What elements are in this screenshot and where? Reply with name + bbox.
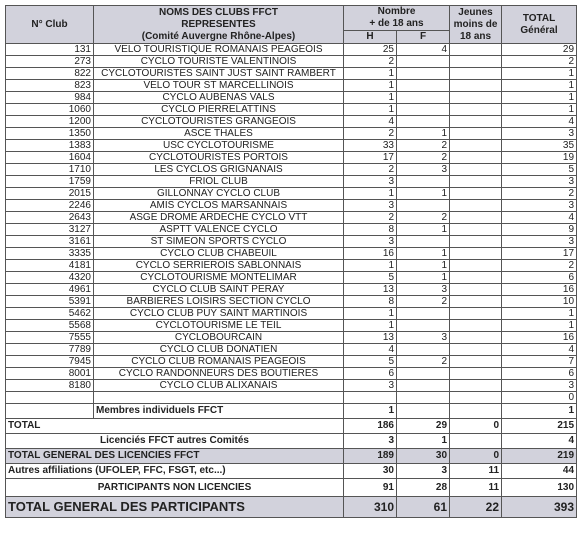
club-h: 1 [344,80,397,92]
club-f [397,236,450,248]
club-total: 29 [502,44,577,56]
club-name: CYCLOTOURISME MONTELIMAR [94,272,344,284]
club-name: CYCLOTOURISTES GRANGEOIS [94,116,344,128]
club-total: 19 [502,152,577,164]
club-f: 2 [397,296,450,308]
club-number: 1759 [6,176,94,188]
grand-licences-j: 0 [450,449,502,464]
table-row [6,200,577,212]
club-name: ASGE DROME ARDECHE CYCLO VTT [94,212,344,224]
club-name: LES CYCLOS GRIGNANAIS [94,164,344,176]
club-number: 822 [6,68,94,80]
total-total: 215 [502,419,577,434]
club-number: 2643 [6,212,94,224]
non-licensed-j: 11 [450,479,502,497]
grand-licences-f: 30 [397,449,450,464]
club-f [397,116,450,128]
table-row [6,248,577,260]
club-number: 5568 [6,320,94,332]
club-f: 2 [397,356,450,368]
club-f: 1 [397,224,450,236]
club-j [450,236,502,248]
table-row [6,236,577,248]
club-f [397,200,450,212]
club-f: 3 [397,284,450,296]
header-adults-line2: + de 18 ans [369,18,424,29]
club-total: 16 [502,332,577,344]
table-row [6,284,577,296]
club-name: CYCLOTOURISTES SAINT JUST SAINT RAMBERT [94,68,344,80]
club-total: 6 [502,368,577,380]
club-f: 1 [397,188,450,200]
table-row [6,92,577,104]
club-name: CYCLO PIERRELATTINS [94,104,344,116]
summary-rows [6,392,577,518]
table-row [6,260,577,272]
total-label: TOTAL [6,419,344,434]
header-names-line2: REPRESENTES [181,18,256,30]
other-committees-label: Licenciés FFCT autres Comités [6,434,344,449]
grand-licences-row [6,449,577,464]
table-row [6,56,577,68]
club-f: 4 [397,44,450,56]
blank-row [6,392,577,404]
club-h: 1 [344,320,397,332]
club-j [450,200,502,212]
club-f: 1 [397,128,450,140]
club-h: 8 [344,296,397,308]
club-f [397,92,450,104]
grand-total-label: TOTAL GENERAL DES PARTICIPANTS [6,497,344,518]
club-number: 5462 [6,308,94,320]
header-h: H [344,31,397,44]
club-number: 2015 [6,188,94,200]
club-total: 2 [502,56,577,68]
club-f [397,344,450,356]
club-total: 7 [502,356,577,368]
club-j [450,188,502,200]
club-total: 1 [502,308,577,320]
club-j [450,296,502,308]
club-name: FRIOL CLUB [94,176,344,188]
club-j [450,260,502,272]
header-club-names [94,6,344,44]
club-total: 4 [502,344,577,356]
club-name: USC CYCLOTOURISME [94,140,344,152]
club-f: 1 [397,260,450,272]
club-f [397,68,450,80]
club-j [450,368,502,380]
club-h: 4 [344,344,397,356]
table-row [6,332,577,344]
other-affiliations-h: 30 [344,464,397,479]
header-names-line3: (Comité Auvergne Rhône-Alpes) [141,30,296,42]
club-j [450,104,502,116]
club-total: 1 [502,80,577,92]
club-total: 5 [502,164,577,176]
club-total: 4 [502,212,577,224]
table-row [6,104,577,116]
club-name: CYCLOTOURISTES PORTOIS [94,152,344,164]
club-number: 273 [6,56,94,68]
table-row [6,44,577,56]
other-committees-f: 1 [397,434,450,449]
club-f: 3 [397,164,450,176]
header-young [450,6,502,44]
club-name: BARBIERES LOISIRS SECTION CYCLO [94,296,344,308]
club-h: 33 [344,140,397,152]
club-h: 3 [344,200,397,212]
other-committees-j [450,434,502,449]
club-j [450,44,502,56]
individual-j [450,404,502,419]
grand-total-h: 310 [344,497,397,518]
club-total: 3 [502,380,577,392]
club-number: 984 [6,92,94,104]
club-j [450,356,502,368]
table-row [6,68,577,80]
club-number: 2246 [6,200,94,212]
grand-total-row [6,497,577,518]
club-total: 2 [502,188,577,200]
club-total: 16 [502,284,577,296]
club-total: 9 [502,224,577,236]
club-f [397,176,450,188]
header-total-line2: Général [520,24,558,36]
grand-total-f: 61 [397,497,450,518]
club-h: 16 [344,248,397,260]
club-j [450,344,502,356]
club-h: 2 [344,128,397,140]
club-total: 2 [502,260,577,272]
club-j [450,332,502,344]
club-h: 4 [344,116,397,128]
club-j [450,320,502,332]
club-h: 3 [344,236,397,248]
header-adults-line1: Nombre [377,6,416,17]
club-total: 1 [502,92,577,104]
club-number: 5391 [6,296,94,308]
club-name: VELO TOURISTIQUE ROMANAIS PEAGEOIS [94,44,344,56]
header-names-line1: NOMS DES CLUBS FFCT [159,6,278,18]
table-row [6,308,577,320]
participants-sheet [5,5,576,518]
grand-licences-total: 219 [502,449,577,464]
total-j: 0 [450,419,502,434]
other-affiliations-total: 44 [502,464,577,479]
club-total: 17 [502,248,577,260]
club-number: 7945 [6,356,94,368]
table-row [6,272,577,284]
table-row [6,296,577,308]
club-number: 4181 [6,260,94,272]
grand-total-j: 22 [450,497,502,518]
club-j [450,248,502,260]
header-young-line2: moins de [453,18,498,30]
club-f: 2 [397,212,450,224]
club-h: 1 [344,68,397,80]
total-row [6,419,577,434]
club-f [397,380,450,392]
header-club-number: N° Club [6,6,94,44]
club-h: 2 [344,56,397,68]
club-f [397,80,450,92]
table-row [6,380,577,392]
club-f [397,368,450,380]
club-number: 1060 [6,104,94,116]
club-h: 17 [344,152,397,164]
club-h: 3 [344,176,397,188]
club-j [450,224,502,236]
other-committees-h: 3 [344,434,397,449]
club-f [397,308,450,320]
club-f: 3 [397,332,450,344]
club-name: GILLONNAY CYCLO CLUB [94,188,344,200]
other-affiliations-f: 3 [397,464,450,479]
club-j [450,140,502,152]
club-number: 3161 [6,236,94,248]
table-row [6,320,577,332]
club-h: 2 [344,212,397,224]
header-young-line3: 18 ans [459,30,492,42]
club-total: 10 [502,296,577,308]
club-h: 3 [344,380,397,392]
table-row [6,140,577,152]
other-affiliations-row [6,464,577,479]
table-row [6,224,577,236]
participants-table [5,5,577,518]
club-rows [6,44,577,392]
club-number: 7789 [6,344,94,356]
table-row [6,128,577,140]
club-total: 3 [502,236,577,248]
club-name: CYCLO CLUB SAINT PERAY [94,284,344,296]
club-j [450,116,502,128]
table-row [6,188,577,200]
individual-row [6,404,577,419]
club-h: 25 [344,44,397,56]
club-name: CYCLO CLUB CHABEUIL [94,248,344,260]
club-total: 1 [502,320,577,332]
club-j [450,380,502,392]
header-total-line1: TOTAL [522,12,556,24]
club-number: 1200 [6,116,94,128]
club-name: ASPTT VALENCE CYCLO [94,224,344,236]
individual-h: 1 [344,404,397,419]
individual-total: 1 [502,404,577,419]
club-h: 1 [344,260,397,272]
club-name: CYCLO CLUB DONATIEN [94,344,344,356]
club-number: 1604 [6,152,94,164]
other-affiliations-label: Autres affiliations (UFOLEP, FFC, FSGT, etc...) [6,464,344,479]
grand-licences-h: 189 [344,449,397,464]
club-total: 4 [502,116,577,128]
club-f: 2 [397,152,450,164]
individual-label: Membres individuels FFCT [94,404,344,419]
club-j [450,284,502,296]
club-f [397,104,450,116]
club-h: 13 [344,332,397,344]
club-name: CYCLO TOURISTE VALENTINOIS [94,56,344,68]
club-j [450,92,502,104]
table-row [6,212,577,224]
club-j [450,272,502,284]
club-h: 5 [344,356,397,368]
club-f: 2 [397,140,450,152]
non-licensed-total: 130 [502,479,577,497]
club-name: ST SIMEON SPORTS CYCLO [94,236,344,248]
header-f: F [397,31,450,44]
non-licensed-h: 91 [344,479,397,497]
club-h: 1 [344,104,397,116]
club-number: 7555 [6,332,94,344]
club-name: CYCLOTOURISME LE TEIL [94,320,344,332]
club-h: 1 [344,188,397,200]
header-adults [344,6,450,31]
club-number: 1710 [6,164,94,176]
club-f [397,56,450,68]
table-row [6,164,577,176]
club-number: 8001 [6,368,94,380]
club-name: CYCLO CLUB PUY SAINT MARTINOIS [94,308,344,320]
table-row [6,116,577,128]
club-name: AMIS CYCLOS MARSANNAIS [94,200,344,212]
club-name: CYCLO RANDONNEURS DES BOUTIERES [94,368,344,380]
club-number: 1350 [6,128,94,140]
club-h: 5 [344,272,397,284]
grand-total-total: 393 [502,497,577,518]
club-h: 2 [344,164,397,176]
club-total: 1 [502,68,577,80]
club-name: CYCLO SERRIEROIS SABLONNAIS [94,260,344,272]
club-number: 131 [6,44,94,56]
club-total: 3 [502,176,577,188]
blank-row-total: 0 [502,392,577,404]
club-j [450,212,502,224]
club-number: 4320 [6,272,94,284]
club-h: 8 [344,224,397,236]
table-row [6,368,577,380]
table-row [6,176,577,188]
club-number: 4961 [6,284,94,296]
header-young-line1: Jeunes [458,6,493,18]
club-f: 1 [397,272,450,284]
other-committees-row [6,434,577,449]
club-j [450,152,502,164]
non-licensed-row [6,479,577,497]
club-h: 1 [344,308,397,320]
club-name: CYCLO CLUB ROMANAIS PEAGEOIS [94,356,344,368]
club-number: 1383 [6,140,94,152]
club-h: 1 [344,92,397,104]
club-number: 3127 [6,224,94,236]
club-name: CYCLOBOURCAIN [94,332,344,344]
club-h: 6 [344,368,397,380]
header-total [502,6,577,44]
club-f [397,320,450,332]
club-total: 1 [502,104,577,116]
club-j [450,128,502,140]
non-licensed-label: PARTICIPANTS NON LICENCIES [6,479,344,497]
club-name: CYCLO CLUB ALIXANAIS [94,380,344,392]
club-j [450,56,502,68]
total-h: 186 [344,419,397,434]
club-j [450,164,502,176]
club-name: VELO TOUR ST MARCELLINOIS [94,80,344,92]
club-number: 8180 [6,380,94,392]
club-number: 3335 [6,248,94,260]
non-licensed-f: 28 [397,479,450,497]
club-name: CYCLO AUBENAS VALS [94,92,344,104]
total-f: 29 [397,419,450,434]
club-f: 1 [397,248,450,260]
table-row [6,152,577,164]
grand-licences-label: TOTAL GENERAL DES LICENCIES FFCT [6,449,344,464]
club-total: 3 [502,128,577,140]
club-total: 3 [502,200,577,212]
club-j [450,308,502,320]
other-affiliations-j: 11 [450,464,502,479]
club-number: 823 [6,80,94,92]
club-j [450,68,502,80]
table-row [6,344,577,356]
club-total: 6 [502,272,577,284]
table-row [6,356,577,368]
club-j [450,176,502,188]
table-row [6,80,577,92]
club-total: 35 [502,140,577,152]
individual-f [397,404,450,419]
club-name: ASCE THALES [94,128,344,140]
club-h: 13 [344,284,397,296]
other-committees-total: 4 [502,434,577,449]
club-j [450,80,502,92]
